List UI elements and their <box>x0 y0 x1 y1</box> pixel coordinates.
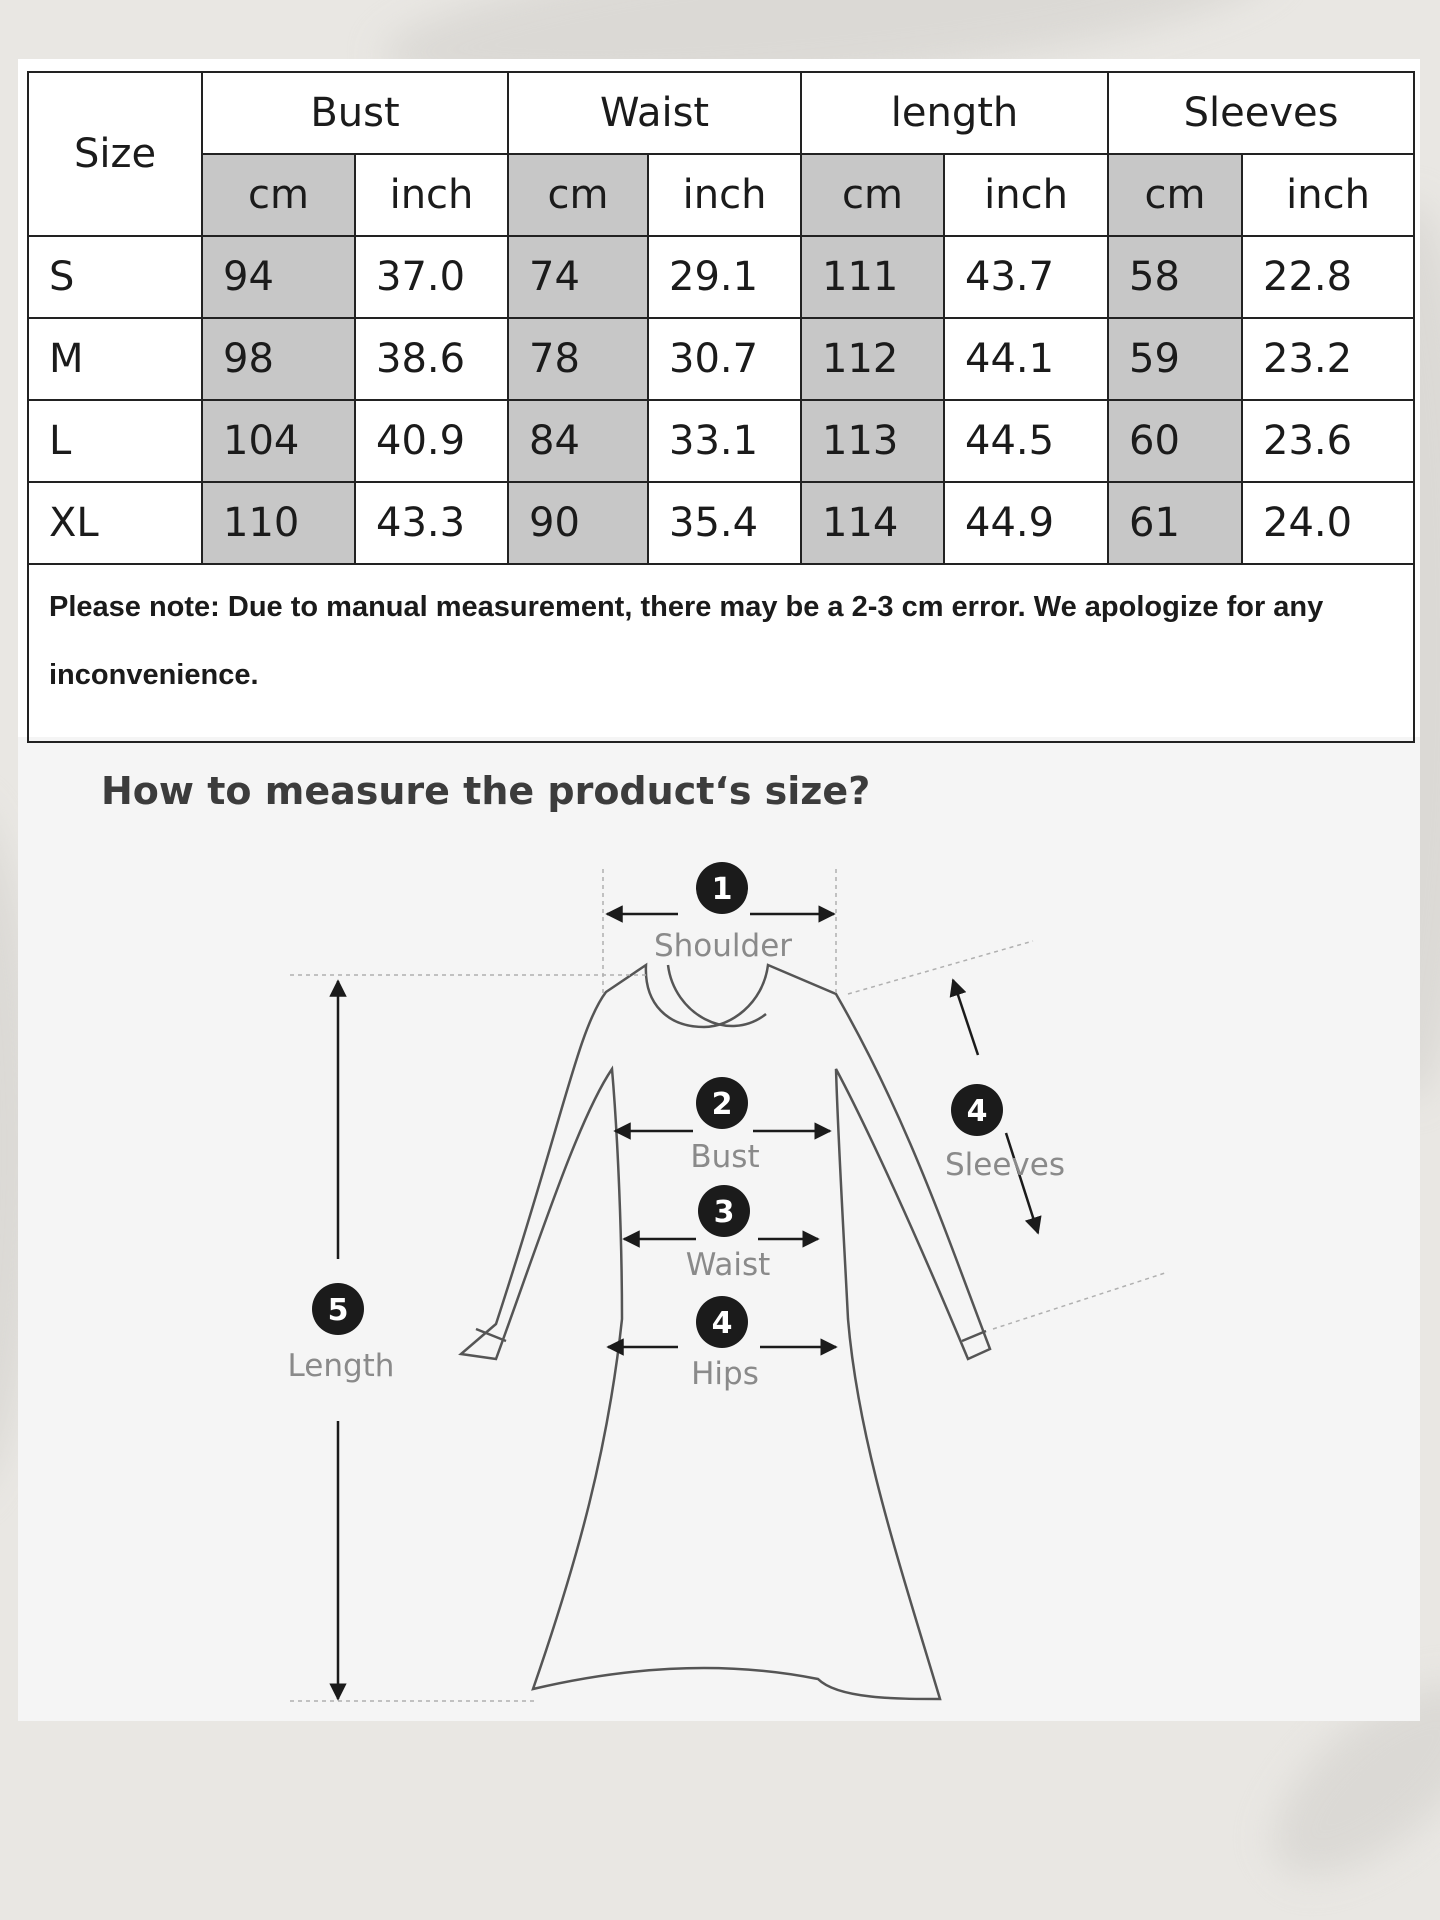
value-cell: 43.3 <box>355 482 508 564</box>
unit-cell: cm <box>202 154 355 236</box>
badge-shoulder <box>696 862 748 914</box>
guide-lines <box>287 869 1168 1701</box>
value-cell: 35.4 <box>648 482 801 564</box>
svg-text:1: 1 <box>711 872 733 907</box>
value-cell: 104 <box>202 400 355 482</box>
value-cell: 94 <box>202 236 355 318</box>
size-cell: S <box>28 236 202 318</box>
svg-text:4: 4 <box>966 1094 988 1129</box>
unit-cell: cm <box>1108 154 1242 236</box>
value-cell: 30.7 <box>648 318 801 400</box>
length-label: Length <box>287 1348 395 1384</box>
svg-text:3: 3 <box>713 1195 735 1230</box>
value-cell: 22.8 <box>1242 236 1414 318</box>
bust-header: Bust <box>202 72 508 154</box>
value-cell: 23.2 <box>1242 318 1414 400</box>
size-header: Size <box>28 72 202 236</box>
svg-text:2: 2 <box>711 1087 733 1122</box>
unit-cell: inch <box>648 154 801 236</box>
value-cell: 114 <box>801 482 944 564</box>
length-header: length <box>801 72 1108 154</box>
value-cell: 98 <box>202 318 355 400</box>
value-cell: 78 <box>508 318 648 400</box>
value-cell: 33.1 <box>648 400 801 482</box>
badge-length <box>312 1283 364 1335</box>
measure-arrows <box>338 914 1038 1699</box>
unit-cell: cm <box>801 154 944 236</box>
dress-measurement-diagram <box>18 59 1420 1721</box>
value-cell: 113 <box>801 400 944 482</box>
value-cell: 84 <box>508 400 648 482</box>
value-cell: 37.0 <box>355 236 508 318</box>
value-cell: 110 <box>202 482 355 564</box>
hips-label: Hips <box>691 1356 759 1392</box>
value-cell: 29.1 <box>648 236 801 318</box>
value-cell: 44.5 <box>944 400 1108 482</box>
badge-hips <box>696 1296 748 1348</box>
badge-waist <box>698 1185 750 1237</box>
value-cell: 24.0 <box>1242 482 1414 564</box>
value-cell: 40.9 <box>355 400 508 482</box>
value-cell: 44.9 <box>944 482 1108 564</box>
value-cell: 111 <box>801 236 944 318</box>
size-chart-card <box>18 59 1420 1721</box>
unit-cell: inch <box>944 154 1108 236</box>
size-cell: XL <box>28 482 202 564</box>
badge-bust <box>696 1077 748 1129</box>
measure-guide-title: How to measure the product‘s size? <box>101 769 871 813</box>
unit-cell: cm <box>508 154 648 236</box>
value-cell: 59 <box>1108 318 1242 400</box>
sleeves-label: Sleeves <box>944 1147 1066 1183</box>
value-cell: 60 <box>1108 400 1242 482</box>
sleeves-header: Sleeves <box>1108 72 1414 154</box>
value-cell: 44.1 <box>944 318 1108 400</box>
bust-label: Bust <box>690 1139 760 1175</box>
badge-sleeves <box>951 1084 1003 1136</box>
svg-text:5: 5 <box>327 1293 349 1328</box>
measurement-note: Please note: Due to manual measurement, there may be a 2-3 cm error. We apologize for any inconvenience. <box>28 564 1414 742</box>
size-cell: M <box>28 318 202 400</box>
waist-header: Waist <box>508 72 801 154</box>
value-cell: 74 <box>508 236 648 318</box>
waist-label: Waist <box>685 1247 771 1283</box>
value-cell: 38.6 <box>355 318 508 400</box>
svg-text:4: 4 <box>711 1306 733 1341</box>
value-cell: 58 <box>1108 236 1242 318</box>
shoulder-label: Shoulder <box>653 928 793 964</box>
value-cell: 112 <box>801 318 944 400</box>
value-cell: 90 <box>508 482 648 564</box>
size-cell: L <box>28 400 202 482</box>
unit-cell: inch <box>355 154 508 236</box>
value-cell: 23.6 <box>1242 400 1414 482</box>
value-cell: 43.7 <box>944 236 1108 318</box>
unit-cell: inch <box>1242 154 1414 236</box>
value-cell: 61 <box>1108 482 1242 564</box>
